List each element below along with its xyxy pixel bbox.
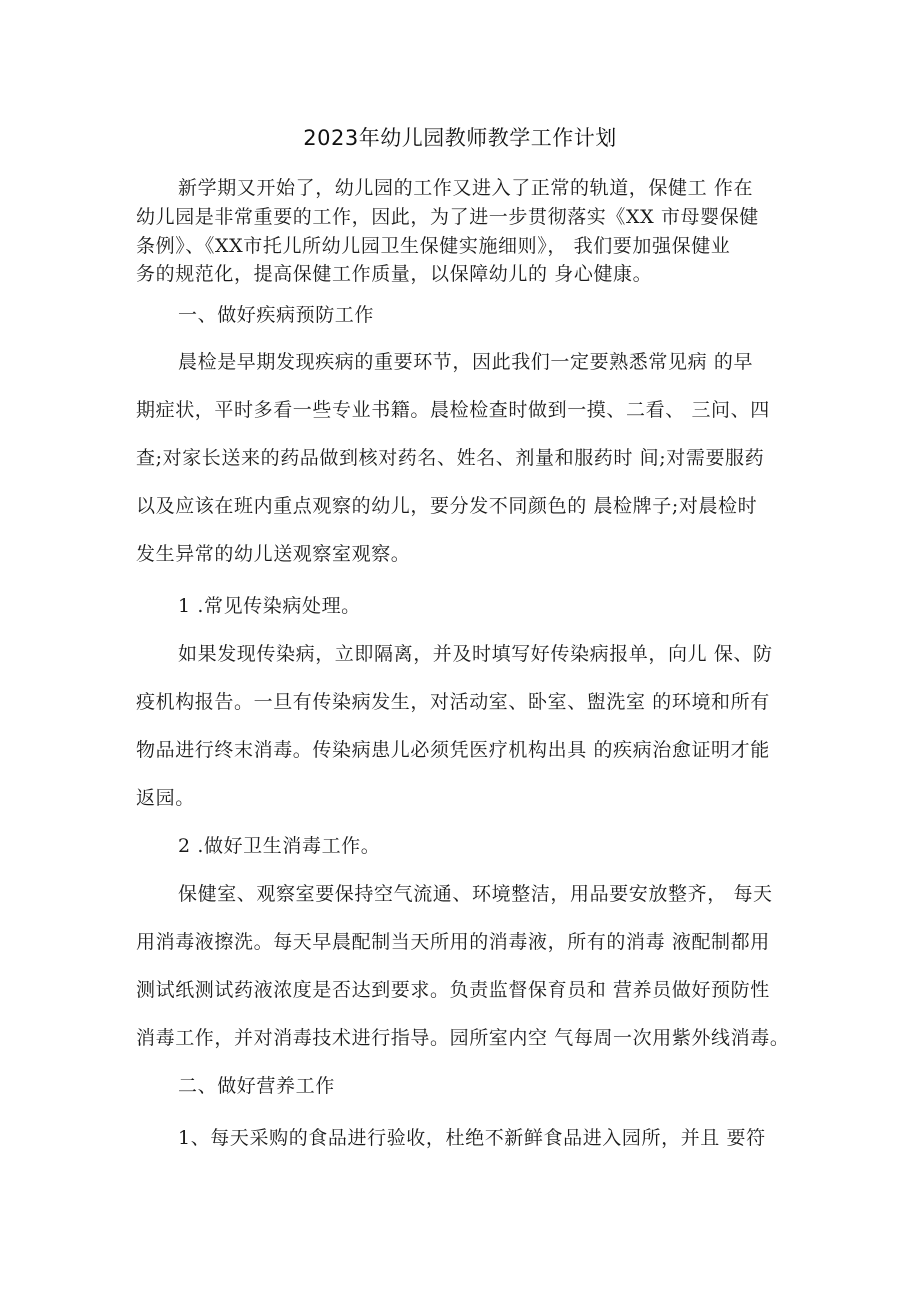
paragraph-line: 疫机构报告。一旦有传染病发生，对活动室、卧室、盥洗室 的环境和所有 (136, 691, 770, 713)
paragraph-line: 物品进行终末消毒。传染病患儿必须凭医疗机构出具 的疾病治愈证明才能 (136, 739, 770, 761)
paragraph-line: 查;对家长送来的药品做到核对药名、姓名、剂量和服药时 间;对需要服药 (136, 447, 765, 469)
document-title: 2023年幼儿园教师教学工作计划 (303, 126, 617, 150)
paragraph-line: 测试纸测试药液浓度是否达到要求。负责监督保育员和 营养员做好预防性 (136, 979, 770, 1001)
paragraph-line: 用消毒液擦洗。每天早晨配制当天所用的消毒液，所有的消毒 液配制都用 (136, 931, 770, 953)
paragraph-line: 以及应该在班内重点观察的幼儿，要分发不同颜色的 晨检牌子;对晨检时 (136, 495, 758, 517)
paragraph-line: 保健室、观察室要保持空气流通、环境整洁，用品要安放整齐， 每天 (178, 883, 773, 905)
section-heading: 二、做好营养工作 (178, 1075, 335, 1097)
section-heading: 一、做好疾病预防工作 (178, 304, 375, 326)
paragraph-line: 晨检是早期发现疾病的重要环节，因此我们一定要熟悉常见病 的早 (178, 351, 754, 373)
paragraph-line: 务的规范化，提高保健工作质量，以保障幼儿的 身心健康。 (136, 263, 653, 285)
subsection-heading: 2 .做好卫生消毒工作。 (178, 835, 381, 857)
paragraph-line: 发生异常的幼儿送观察室观察。 (136, 543, 411, 565)
paragraph-line: 消毒工作，并对消毒技术进行指导。园所室内空 气每周一次用紫外线消毒。 (136, 1027, 790, 1049)
paragraph-line: 新学期又开始了，幼儿园的工作又进入了正常的轨道，保健工 作在 (178, 177, 754, 199)
paragraph-line: 条例》、《XX市托儿所幼儿园卫生保健实施细则》， 我们要加强保健业 (136, 235, 731, 257)
paragraph-line: 幼儿园是非常重要的工作，因此，为了进一步贯彻落实《XX 市母婴保健 (136, 206, 759, 228)
paragraph-line: 如果发现传染病，立即隔离，并及时填写好传染病报单，向儿 保、防 (178, 643, 773, 665)
paragraph-line: 返园。 (136, 787, 195, 809)
subsection-heading: 1 .常见传染病处理。 (178, 595, 361, 617)
paragraph-line: 1、每天采购的食品进行验收，杜绝不新鲜食品进入园所，并且 要符 (178, 1127, 766, 1149)
paragraph-line: 期症状，平时多看一些专业书籍。晨检检查时做到一摸、二看、 三问、四 (136, 399, 770, 421)
